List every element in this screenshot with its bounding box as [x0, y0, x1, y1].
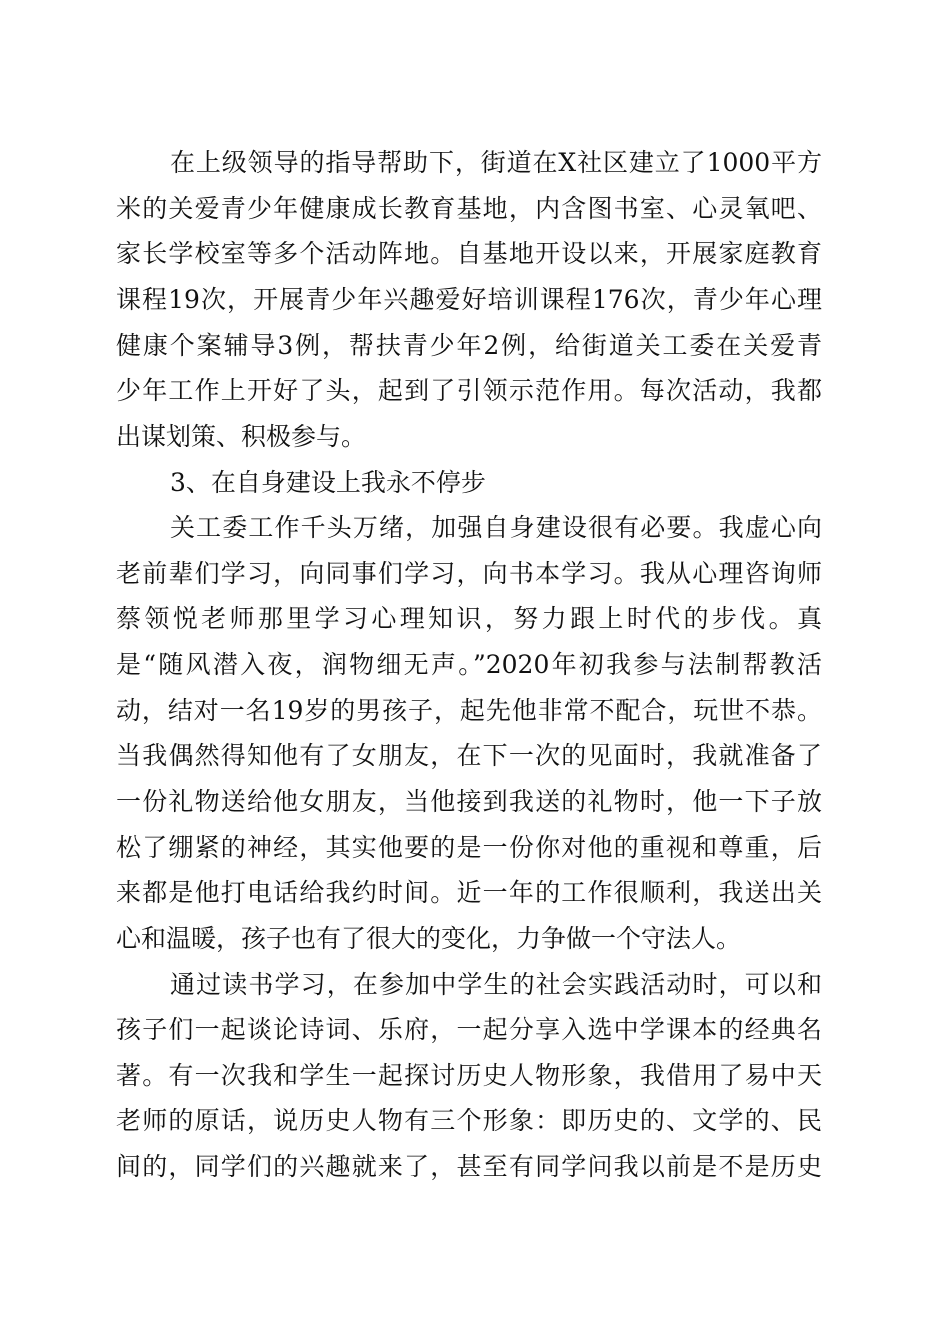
paragraph-line	[0, 963, 950, 1007]
paragraph-line	[0, 734, 950, 778]
line-text: 老师的原话，说历史人物有三个形象：即历史的、文学的、民	[116, 1106, 822, 1135]
line-text: 心和温暖，孩子也有了很大的变化，力争做一个守法人。	[116, 924, 742, 953]
paragraph-line	[0, 369, 950, 413]
line-text: 一份礼物送给他女朋友，当他接到我送的礼物时，他一下子放	[116, 787, 822, 816]
paragraph-line	[0, 1054, 950, 1098]
line-text: 著。有一次我和学生一起探讨历史人物形象，我借用了易中天	[116, 1061, 822, 1090]
paragraph-line	[0, 278, 950, 322]
line-text: 少年工作上开好了头，起到了引领示范作用。每次活动，我都	[116, 376, 822, 405]
line-text: 家长学校室等多个活动阵地。自基地开设以来，开展家庭教育	[116, 239, 822, 268]
line-text: 间的，同学们的兴趣就来了，甚至有同学问我以前是不是历史	[116, 1152, 822, 1181]
line-text: 老前辈们学习，向同事们学习，向书本学习。我从心理咨询师	[116, 559, 822, 588]
line-text: 在上级领导的指导帮助下，街道在X社区建立了1000平方	[170, 148, 822, 177]
paragraph-line	[0, 1145, 950, 1189]
paragraph-line	[0, 1008, 950, 1052]
paragraph-line	[0, 826, 950, 870]
line-text: 来都是他打电话给我约时间。近一年的工作很顺利，我送出关	[116, 878, 822, 907]
paragraph-line	[0, 552, 950, 596]
paragraph-line	[0, 917, 950, 961]
paragraph-line	[0, 597, 950, 641]
line-text: 动，结对一名19岁的男孩子，起先他非常不配合，玩世不恭。	[116, 696, 822, 725]
paragraph-line	[0, 415, 950, 459]
line-text: 蔡领悦老师那里学习心理知识，努力跟上时代的步伐。真	[116, 604, 822, 633]
section-heading-text: 3、在自身建设上我永不停步	[170, 468, 486, 497]
paragraph-line	[0, 506, 950, 550]
line-text: 是“随风潜入夜，润物细无声。”2020年初我参与法制帮教活	[116, 650, 822, 679]
paragraph-line	[0, 689, 950, 733]
line-text: 米的关爱青少年健康成长教育基地，内含图书室、心灵氧吧、	[116, 194, 822, 223]
paragraph-line	[0, 187, 950, 231]
line-text: 出谋划策、积极参与。	[116, 422, 367, 451]
paragraph-line	[0, 141, 950, 185]
line-text: 关工委工作千头万绪，加强自身建设很有必要。我虚心向	[170, 513, 822, 542]
line-text: 健康个案辅导3例，帮扶青少年2例，给街道关工委在关爱青	[116, 331, 822, 360]
line-text: 当我偶然得知他有了女朋友，在下一次的见面时，我就准备了	[116, 741, 822, 770]
paragraph-line	[0, 232, 950, 276]
paragraph-line	[0, 1099, 950, 1143]
paragraph-line	[0, 871, 950, 915]
line-text: 课程19次，开展青少年兴趣爱好培训课程176次，青少年心理	[116, 285, 822, 314]
paragraph-line	[0, 324, 950, 368]
paragraph-line	[0, 643, 950, 687]
line-text: 通过读书学习，在参加中学生的社会实践活动时，可以和	[170, 970, 822, 999]
section-heading	[0, 461, 950, 505]
paragraph-line	[0, 780, 950, 824]
line-text: 孩子们一起谈论诗词、乐府，一起分享入选中学课本的经典名	[116, 1015, 822, 1044]
line-text: 松了绷紧的神经，其实他要的是一份你对他的重视和尊重，后	[116, 833, 822, 862]
